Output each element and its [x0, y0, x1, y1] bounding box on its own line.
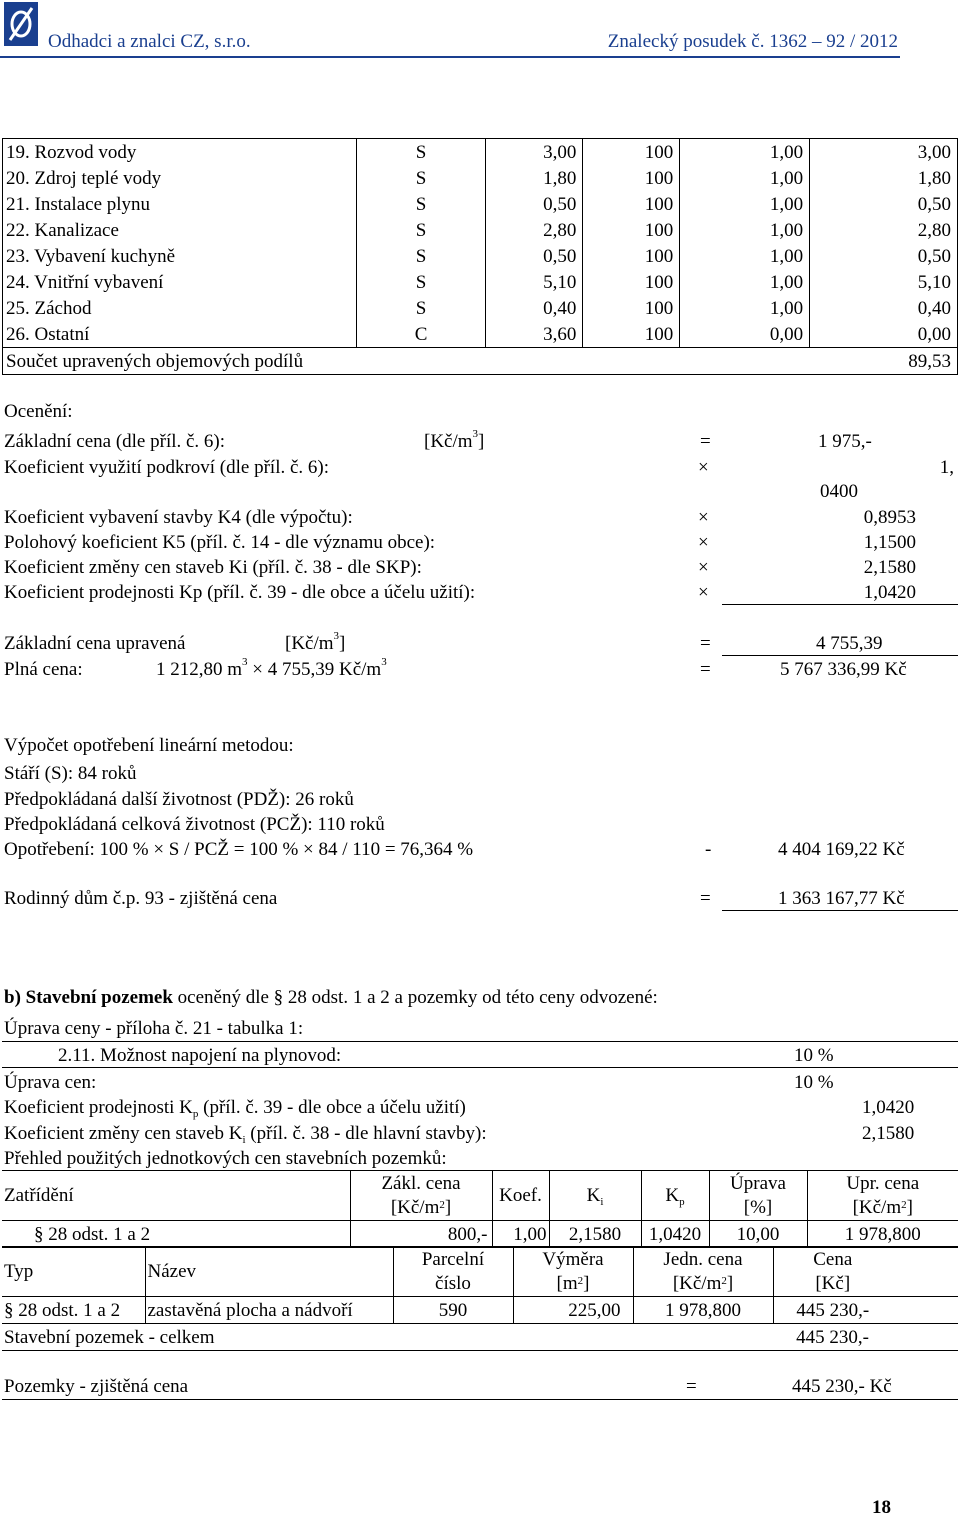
- unit-price-head: [2, 1171, 958, 1221]
- base-price-unit: $[Kč/m^3]$: [424, 428, 485, 452]
- times-icon: ×: [698, 557, 709, 578]
- row-base: 800,-: [350, 1221, 492, 1248]
- parcel-head: [2, 1247, 958, 1297]
- coef-value-cont: 0400: [820, 481, 858, 502]
- item-name: 25. Záchod: [3, 295, 357, 321]
- coef-label: Koeficient využití podkroví (dle příl. č. 6):: [4, 457, 330, 478]
- item-row: [3, 139, 958, 166]
- item-row: [3, 217, 958, 243]
- item-coef: 1,00: [680, 165, 810, 191]
- base-price-label: Základní cena (dle příl. č. 6):: [4, 431, 226, 452]
- unit-price-row: [2, 1221, 958, 1248]
- item-row: [3, 243, 958, 269]
- col-num: Parcelní číslo: [393, 1247, 513, 1297]
- rule: [2, 1399, 958, 1400]
- item-name: 22. Kanalizace: [3, 217, 357, 243]
- item-percent: 100: [583, 191, 680, 217]
- ki-value: 2,1580: [862, 1123, 915, 1144]
- adj-price-label: Základní cena upravená: [4, 633, 186, 654]
- row-num: 590: [393, 1297, 513, 1324]
- item-coef: 1,00: [680, 191, 810, 217]
- item-coef: 1,00: [680, 139, 810, 166]
- row-unit: 1 978,800: [633, 1297, 773, 1324]
- parcel-row: [2, 1297, 958, 1324]
- item-class: S: [356, 139, 486, 166]
- adj-price-value: 4 755,39: [816, 633, 883, 654]
- kp-value: 1,0420: [862, 1097, 915, 1118]
- col-name: Název: [145, 1247, 393, 1297]
- item-percent: 100: [583, 165, 680, 191]
- item-class: S: [356, 165, 486, 191]
- row-upr: 1 978,800: [807, 1221, 958, 1248]
- house-result-eq: =: [700, 888, 711, 909]
- depreciation-amount: 4 404 169,22 Kč: [778, 839, 905, 860]
- company-logo: [4, 2, 38, 46]
- item-result: 2,80: [810, 217, 958, 243]
- coef-label: Koeficient vybavení stavby K4 (dle výpočtu):: [4, 507, 353, 528]
- adj-total-value: 10 %: [794, 1072, 834, 1093]
- adj-table-title: Úprava ceny - příloha č. 21 - tabulka 1:: [4, 1018, 304, 1039]
- row-kp: 1,0420: [641, 1221, 709, 1248]
- adj-total-label: Úprava cen:: [4, 1072, 97, 1093]
- depreciation-formula: Opotřebení: 100 % × S / PCŽ = 100 % × 84 / 110 = 76,364 %: [4, 839, 474, 860]
- ki-label: Koeficient změny cen staveb $K_i$ (příl. č. 38 - dle hlavní stavby):: [4, 1123, 487, 1146]
- item-row: [3, 191, 958, 217]
- page-number: 18: [872, 1497, 891, 1518]
- parcel-table: [2, 1246, 958, 1351]
- item-class: S: [356, 295, 486, 321]
- item-share: 3,60: [486, 321, 583, 348]
- base-price-eq: =: [700, 431, 711, 452]
- row-ki: 2,1580: [549, 1221, 641, 1248]
- row-price: 445 230,-: [773, 1297, 958, 1324]
- rule: [2, 1041, 958, 1042]
- item-coef: 0,00: [680, 321, 810, 348]
- house-result-label: Rodinný dům č.p. 93 - zjištěná cena: [4, 888, 278, 909]
- land-heading: b) Stavební pozemek oceněný dle § 28 odst. 1 a 2 a pozemky od této ceny odvozené:: [4, 987, 658, 1008]
- col-area: Výměra $[m^2]$: [513, 1247, 633, 1297]
- col-kp: $K_p$: [641, 1171, 709, 1221]
- col-type: Typ: [2, 1247, 145, 1297]
- company-name: Odhadci a znalci CZ, s.r.o.: [48, 31, 251, 52]
- row-type: § 28 odst. 1 a 2: [2, 1297, 145, 1324]
- item-result: 0,00: [810, 321, 958, 348]
- row-class: § 28 odst. 1 a 2: [2, 1221, 350, 1248]
- item-result: 3,00: [810, 139, 958, 166]
- depreciation-title: Výpočet opotřebení lineární metodou:: [4, 735, 294, 756]
- item-coef: 1,00: [680, 243, 810, 269]
- col-upr: Upr. cena $[Kč/m^2]$: [807, 1171, 958, 1221]
- coef-value: 1,1500: [863, 532, 916, 553]
- item-name: 24. Vnitřní vybavení: [3, 269, 357, 295]
- coef-label: Koeficient prodejnosti Kp (příl. č. 39 - dle obce a účelu užití):: [4, 582, 476, 603]
- item-share: 0,40: [486, 295, 583, 321]
- item-share: 3,00: [486, 139, 583, 166]
- times-icon: ×: [698, 457, 709, 478]
- full-price-label: Plná cena:: [4, 659, 83, 680]
- items-sum-label: Součet upravených objemových podílů: [3, 348, 810, 375]
- item-share: 0,50: [486, 191, 583, 217]
- underline: [722, 604, 958, 605]
- item-result: 0,50: [810, 243, 958, 269]
- land-total-label: Stavební pozemek - celkem: [2, 1324, 773, 1351]
- item-row: [3, 165, 958, 191]
- item-percent: 100: [583, 321, 680, 348]
- item-share: 0,50: [486, 243, 583, 269]
- item-name: 19. Rozvod vody: [3, 139, 357, 166]
- land-final-value: 445 230,- Kč: [792, 1376, 892, 1397]
- adj-item-value: 10 %: [794, 1045, 834, 1066]
- item-name: 23. Vybavení kuchyně: [3, 243, 357, 269]
- coef-value: 1,: [939, 457, 954, 478]
- item-result: 0,50: [810, 191, 958, 217]
- item-result: 0,40: [810, 295, 958, 321]
- item-percent: 100: [583, 243, 680, 269]
- item-row: [3, 295, 958, 321]
- base-price-value: 1 975,-: [818, 431, 872, 452]
- adj-item-label: 2.11. Možnost napojení na plynovod:: [58, 1045, 342, 1066]
- item-result: 5,10: [810, 269, 958, 295]
- item-class: S: [356, 243, 486, 269]
- item-coef: 1,00: [680, 269, 810, 295]
- unit-price-table: [2, 1170, 958, 1248]
- col-base: Zákl. cena $[Kč/m^2]$: [350, 1171, 492, 1221]
- depreciation-remaining: Předpokládaná další životnost (PDŽ): 26 roků: [4, 789, 354, 810]
- item-class: C: [356, 321, 486, 348]
- col-class: Zatřídění: [2, 1171, 350, 1221]
- row-adj: 10,00: [709, 1221, 807, 1248]
- item-row: [3, 269, 958, 295]
- valuation-title: Ocenění:: [4, 401, 73, 422]
- item-percent: 100: [583, 269, 680, 295]
- item-name: 26. Ostatní: [3, 321, 357, 348]
- full-price-value: 5 767 336,99 Kč: [780, 659, 907, 680]
- item-name: 21. Instalace plynu: [3, 191, 357, 217]
- coef-value: 2,1580: [863, 557, 916, 578]
- report-number: Znalecký posudek č. 1362 – 92 / 2012: [607, 31, 898, 52]
- house-result-value: 1 363 167,77 Kč: [778, 888, 905, 909]
- item-coef: 1,00: [680, 295, 810, 321]
- adj-price-unit: $[Kč/m^3]$: [285, 630, 346, 654]
- header-rule: [0, 56, 900, 58]
- rule: [2, 1067, 958, 1068]
- times-icon: ×: [698, 582, 709, 603]
- item-share: 5,10: [486, 269, 583, 295]
- coef-label: Koeficient změny cen staveb Ki (příl. č. 38 - dle SKP):: [4, 557, 422, 578]
- full-price-eq: =: [700, 659, 711, 680]
- col-adj: Úprava [%]: [709, 1171, 807, 1221]
- adj-price-eq: =: [700, 633, 711, 654]
- col-unit: Jedn. cena $[Kč/m^2]$: [633, 1247, 773, 1297]
- land-final-eq: =: [686, 1376, 697, 1397]
- row-name: zastavěná plocha a nádvoří: [145, 1297, 393, 1324]
- col-koef: Koef.: [492, 1171, 549, 1221]
- item-share: 2,80: [486, 217, 583, 243]
- kp-label: Koeficient prodejnosti $K_p$ (příl. č. 39 - dle obce a účelu užití): [4, 1097, 466, 1120]
- depreciation-total: Předpokládaná celková životnost (PCŽ): 110 roků: [4, 814, 385, 835]
- underline: [722, 655, 958, 656]
- coef-value: 1,0420: [863, 582, 916, 603]
- item-name: 20. Zdroj teplé vody: [3, 165, 357, 191]
- items-table: [2, 138, 958, 375]
- item-class: S: [356, 191, 486, 217]
- land-total-row: [2, 1324, 958, 1351]
- item-row: [3, 321, 958, 348]
- items-sum-row: [3, 348, 958, 375]
- col-price: Cena [Kč]: [773, 1247, 958, 1297]
- row-area: 225,00: [513, 1297, 633, 1324]
- times-icon: ×: [698, 532, 709, 553]
- col-ki: $K_i$: [549, 1171, 641, 1221]
- depreciation-age: Stáří (S): 84 roků: [4, 763, 137, 784]
- item-share: 1,80: [486, 165, 583, 191]
- coef-label: Polohový koeficient K5 (příl. č. 14 - dle významu obce):: [4, 532, 436, 553]
- item-class: S: [356, 269, 486, 295]
- item-percent: 100: [583, 139, 680, 166]
- item-percent: 100: [583, 217, 680, 243]
- item-coef: 1,00: [680, 217, 810, 243]
- coef-value: 0,8953: [863, 507, 916, 528]
- item-class: S: [356, 217, 486, 243]
- item-result: 1,80: [810, 165, 958, 191]
- full-price-formula: 1 212,80 $m^3 \times 4$ 755,39 $Kč/m^3$: [156, 656, 387, 680]
- overview-title: Přehled použitých jednotkových cen stavebních pozemků:: [4, 1148, 447, 1169]
- items-sum-value: 89,53: [810, 348, 958, 375]
- row-koef: 1,00: [492, 1221, 549, 1248]
- item-percent: 100: [583, 295, 680, 321]
- depreciation-minus: -: [705, 839, 712, 860]
- land-final-label: Pozemky - zjištěná cena: [4, 1376, 189, 1397]
- underline: [722, 910, 958, 911]
- times-icon: ×: [698, 507, 709, 528]
- land-total-value: 445 230,-: [773, 1324, 958, 1351]
